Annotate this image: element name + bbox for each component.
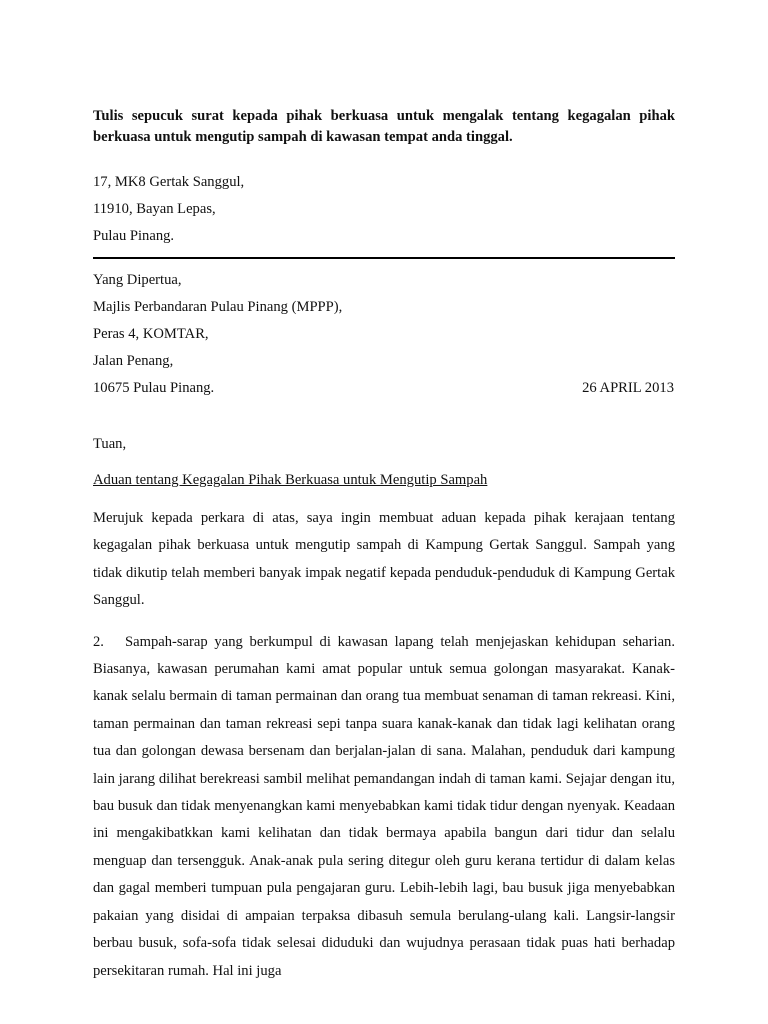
sender-address bbox=[93, 172, 675, 253]
recipient-address-line: Yang Dipertua, bbox=[93, 272, 182, 288]
sender-address-line: 17, MK8 Gertak Sanggul, bbox=[93, 174, 245, 190]
salutation: Tuan, bbox=[93, 436, 127, 452]
letter-page bbox=[93, 106, 675, 985]
essay-question: Tulis sepucuk surat kepada pihak berkuasa untuk mengalak tentang kegagalan pihak berkuasa untuk mengutip sampah di kawasan tempat anda tinggal. bbox=[93, 108, 675, 145]
recipient-address-line: 10675 Pulau Pinang. bbox=[93, 380, 215, 396]
recipient-last-row bbox=[93, 378, 675, 405]
recipient-address-line: Peras 4, KOMTAR, bbox=[93, 326, 209, 342]
paragraph-number: 2. bbox=[93, 633, 104, 650]
address-divider bbox=[93, 257, 675, 259]
recipient-address-line: Majlis Perbandaran Pulau Pinang (MPPP), bbox=[93, 299, 343, 315]
paragraph-1: Merujuk kepada perkara di atas, saya ingin membuat aduan kepada pihak kerajaan tentang kegagalan pihak berkuasa untuk mengutip sampah di Kampung Gertak Sanggul. Sampah yang tidak dikutip telah memberi banyak impak negatif kepada penduduk-penduduk di Kampung Gertak Sanggul. bbox=[93, 510, 675, 609]
letter-date: 26 APRIL 2013 bbox=[582, 380, 674, 396]
recipient-address-line: Jalan Penang, bbox=[93, 353, 174, 369]
letter-subject: Aduan tentang Kegagalan Pihak Berkuasa untuk Mengutip Sampah bbox=[93, 472, 488, 488]
paragraph-2-text: Sampah-sarap yang berkumpul di kawasan lapang telah menjejaskan kehidupan seharian. Biasanya, kawasan perumahan kami amat popular untuk semua golongan masyarakat. Kanak-kanak selalu bermain di taman permainan dan orang tua membuat senaman di taman rekreasi. Kini, taman permainan dan taman rekreasi sepi tanpa suara kanak-kanak dan tidak lagi kelihatan orang tua dan golongan dewasa bersenam dan berjalan-jalan di sana. Malahan, penduduk dari kampung lain jarang dilihat berekreasi sambil melihat pemandangan indah di taman kami. Sejajar dengan itu, bau busuk dan tidak menyenangkan kami menyebabkan kami tidak tidur dengan nyenyak. Keadaan ini mengakibatkkan kami kelihatan dan tidak bermaya apabila bangun dari tidur dan selalu menguap dan tersengguk. Anak-anak pula sering ditegur oleh guru kerana tertidur di dalam kelas dan gagal memberi tumpuan pula pengajaran guru. Lebih-lebih lagi, bau busuk jiga menyebabkan pakaian yang disidai di ampaian terpaksa dibasuh semula berulang-ulang kali. Langsir-langsir berbau busuk, sofa-sofa tidak selesai diduduki dan wujudnya perasaan tidak puas hati berhadap persekitaran rumah. Hal ini juga bbox=[93, 633, 675, 979]
recipient-address bbox=[93, 270, 675, 405]
paragraph-2 bbox=[93, 629, 675, 985]
sender-address-line: 11910, Bayan Lepas, bbox=[93, 201, 216, 217]
sender-address-line: Pulau Pinang. bbox=[93, 228, 175, 244]
